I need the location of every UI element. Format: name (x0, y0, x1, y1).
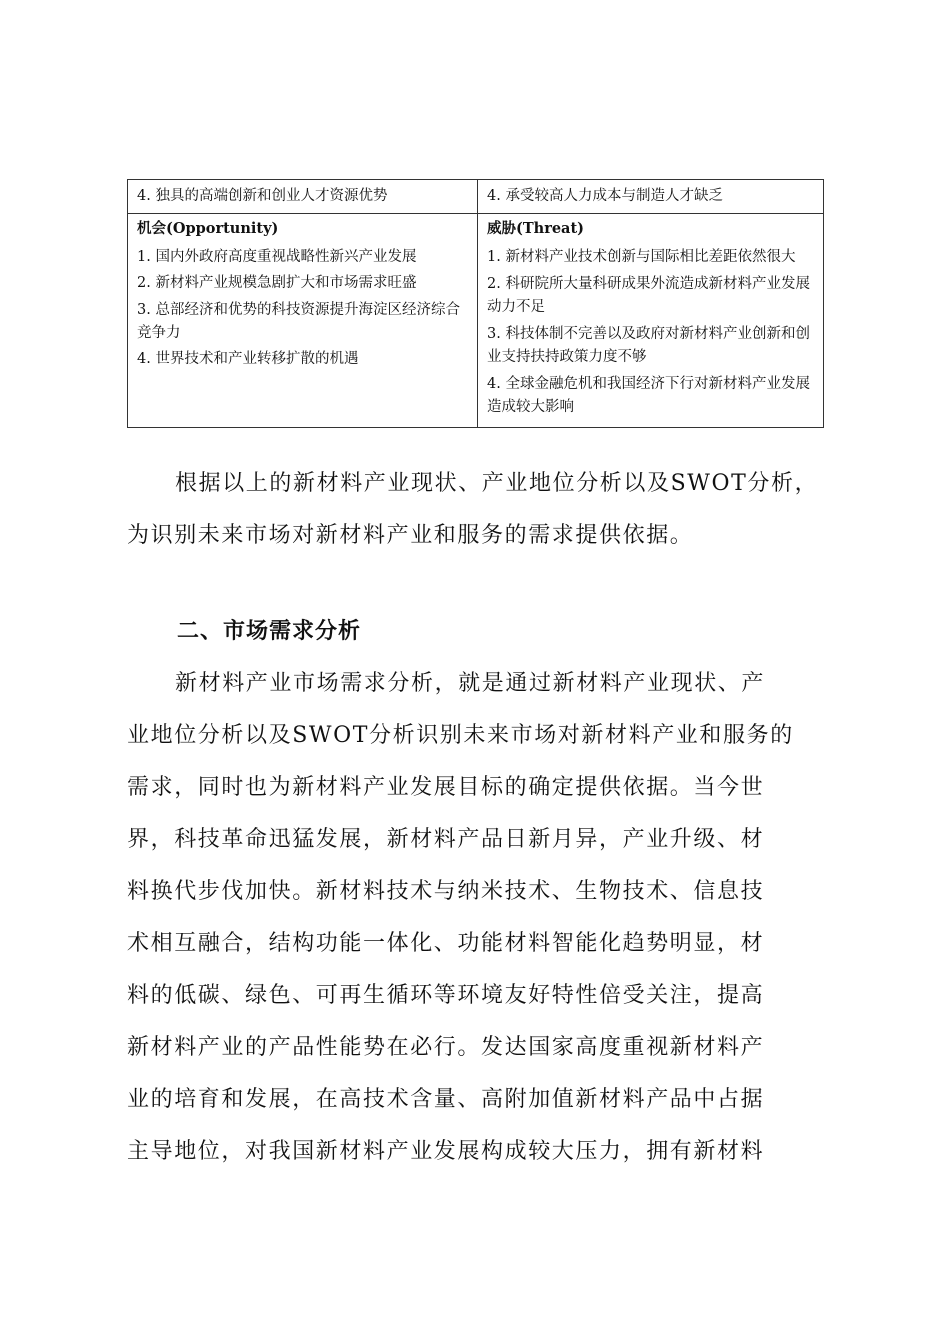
opportunity-item: 1. 国内外政府高度重视战略性新兴产业发展 (137, 249, 417, 265)
opportunity-item: 4. 世界技术和产业转移扩散的机遇 (137, 351, 359, 367)
paragraph-line: 业的培育和发展，在高技术含量、高附加值新材料产品中占据 (127, 1087, 765, 1112)
paragraph-line: 新材料产业的产品性能势在必行。发达国家高度重视新材料产 (127, 1035, 765, 1060)
strength-item: 4. 独具的高端创新和创业人才资源优势 (137, 187, 388, 204)
table-row-opportunity-threat (128, 214, 824, 428)
threat-item: 2. 科研院所大量科研成果外流造成新材料产业发展动力不足 (487, 276, 810, 315)
paragraph-line: 新材料产业市场需求分析，就是通过新材料产业现状、产 (175, 671, 766, 696)
paragraph-line: 料换代步伐加快。新材料技术与纳米技术、生物技术、信息技 (127, 879, 765, 904)
section-heading: 二、市场需求分析 (177, 619, 362, 644)
threat-item: 3. 科技体制不完善以及政府对新材料产业创新和创业支持扶持政策力度不够 (487, 326, 810, 365)
paragraph-line: 业地位分析以及SWOT分析识别未来市场对新材料产业和服务的 (127, 723, 794, 748)
body-paragraph (127, 658, 827, 1178)
paragraph-line: 根据以上的新材料产业现状、产业地位分析以及SWOT分析， (175, 471, 819, 496)
paragraph-line: 为识别未来市场对新材料产业和服务的需求提供依据。 (127, 523, 694, 548)
threat-item: 1. 新材料产业技术创新与国际相比差距依然很大 (487, 249, 796, 265)
opportunity-cell (128, 214, 478, 428)
threat-title: 威胁(Threat) (487, 220, 585, 237)
paragraph-line: 料的低碳、绿色、可再生循环等环境友好特性倍受关注，提高 (127, 983, 765, 1008)
opportunity-title: 机会(Opportunity) (137, 220, 279, 237)
strength-cell (128, 180, 478, 214)
threat-cell (478, 214, 824, 428)
weakness-cell (478, 180, 824, 214)
opportunity-item: 3. 总部经济和优势的科技资源提升海淀区经济综合竞争力 (137, 302, 460, 341)
swot-table (127, 179, 824, 428)
paragraph-line: 术相互融合，结构功能一体化、功能材料智能化趋势明显，材 (127, 931, 765, 956)
paragraph-line: 主导地位，对我国新材料产业发展构成较大压力，拥有新材料 (127, 1139, 765, 1164)
threat-item: 4. 全球金融危机和我国经济下行对新材料产业发展造成较大影响 (487, 376, 810, 415)
paragraph-line: 需求，同时也为新材料产业发展目标的确定提供依据。当今世 (127, 775, 765, 800)
weakness-item: 4. 承受较高人力成本与制造人才缺乏 (487, 187, 723, 204)
paragraph-line: 界，科技革命迅猛发展，新材料产品日新月异，产业升级、材 (127, 827, 765, 852)
table-row-strength-weakness (128, 180, 824, 214)
summary-paragraph (127, 458, 827, 562)
opportunity-item: 2. 新材料产业规模急剧扩大和市场需求旺盛 (137, 275, 417, 291)
